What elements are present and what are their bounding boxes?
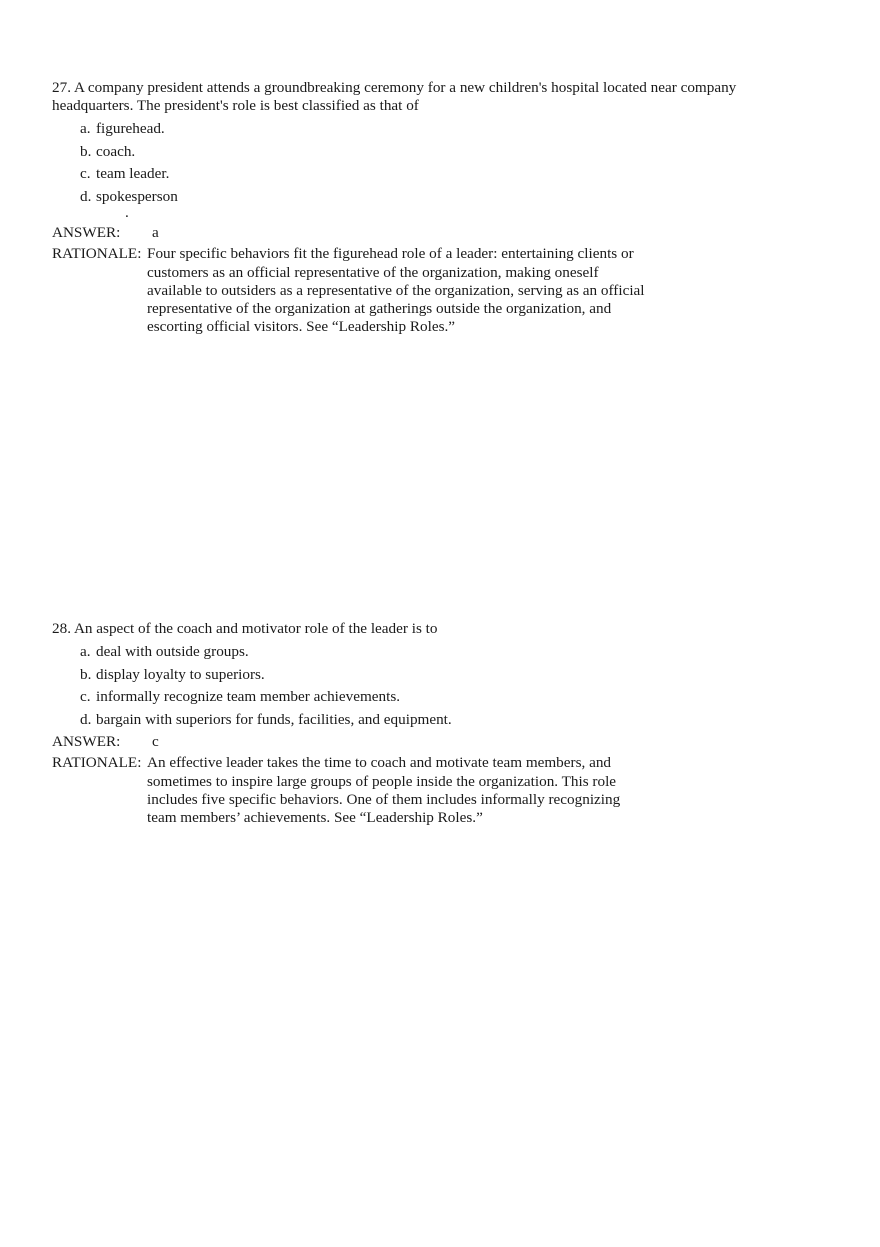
stem-line: 28. An aspect of the coach and motivator role of the leader is to [52,620,438,637]
rationale [52,754,792,827]
option-letter: b. [80,665,92,683]
option-letter: c. [80,165,91,183]
rationale-line: customers as an official representative of the organization, making oneself [147,263,599,281]
rationale-label: RATIONALE: [52,245,142,263]
option-text: coach. [96,142,136,160]
rationale-text [147,754,667,827]
stem-line: headquarters. The president's role is best classified as that of [52,97,419,114]
option-letter: b. [80,142,92,160]
rationale-line: available to outsiders as a representative of the organization, serving as an official [147,281,645,299]
option-letter: a. [80,120,91,137]
answer-row [52,731,792,753]
rationale-label: RATIONALE: [52,754,142,772]
option-text: team leader. [96,165,170,183]
stray-mark: . [125,204,129,222]
rationale-line: representative of the organization at gatherings outside the organization, and [147,299,612,317]
answer-row [52,222,792,244]
option-a [80,118,792,141]
answer-options [52,641,792,731]
option-letter: c. [80,688,91,706]
option-letter: d. [80,710,92,728]
rationale-line: team members’ achievements. See “Leadership Roles.” [147,808,483,826]
rationale-line: Four specific behaviors fit the figurehead role of a leader: entertaining clients or [147,245,634,263]
option-b [80,141,792,164]
option-d [80,709,792,732]
answer-options [52,118,792,222]
rationale-line: sometimes to inspire large groups of people inside the organization. This role [147,772,617,790]
rationale-line: escorting official visitors. See “Leadership Roles.” [147,318,456,336]
answer-value: a [152,224,159,242]
question-stem [52,620,792,638]
rationale-line: includes five specific behaviors. One of them includes informally recognizing [147,790,621,808]
option-letter: a. [80,643,91,660]
answer-value: c [152,733,159,751]
option-text: bargain with superiors for funds, facilities, and equipment. [96,710,452,728]
answer-label: ANSWER: [52,224,121,242]
question-27 [52,79,792,336]
rationale [52,245,792,336]
option-text: deal with outside groups. [96,643,249,660]
answer-label: ANSWER: [52,733,121,751]
option-d [80,186,792,209]
option-text: spokesperson [96,187,178,205]
rationale-line: An effective leader takes the time to coach and motivate team members, and [147,754,612,772]
question-28 [52,620,792,827]
option-letter: d. [80,187,92,205]
option-text: informally recognize team member achievements. [96,688,401,706]
option-a [80,641,792,664]
option-text: figurehead. [96,120,165,137]
question-stem [52,79,792,115]
option-text: display loyalty to superiors. [96,665,265,683]
option-c [80,163,792,186]
option-b [80,664,792,687]
stem-line: 27. A company president attends a groundbreaking ceremony for a new children's hospital located near company [52,79,737,96]
option-c [80,686,792,709]
rationale-text [147,245,667,336]
